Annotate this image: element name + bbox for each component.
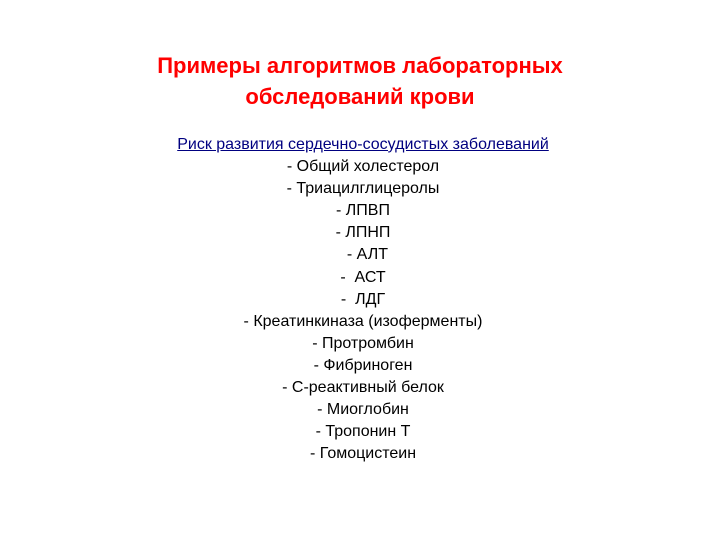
list-item-total-cholesterol: - Общий холестерол [286,158,440,176]
list-item-triacylglycerols: - Триацилглицеролы [286,180,440,198]
list-item-homocysteine: - Гомоцистеин [309,445,417,463]
list-item-ast: - АСТ [340,268,386,286]
list-item-myoglobin: - Миоглобин [317,401,409,419]
list-item-hdl: - ЛПВП [336,202,390,220]
slide-title [0,50,720,112]
subtitle-link[interactable]: Риск развития сердечно-сосудистых заболеваний [177,136,549,153]
title-line-1: Примеры алгоритмов лабораторных [157,53,563,78]
list-item-troponin-t: - Тропонин Т [315,423,411,441]
title-line-2: обследований крови [245,84,475,109]
list-item-alt: - АЛТ [338,246,388,264]
list-item-creatine-kinase: - Креатинкиназа (изоферменты) [243,312,483,330]
list-item-ldh: - ЛДГ [340,290,386,308]
list-item-ldl: - ЛПНП [335,224,391,242]
list-item-c-reactive-protein: - С-реактивный белок [282,379,444,397]
list-item-prothrombin: - Протромбин [312,334,414,352]
slide-content [0,134,720,465]
list-item-fibrinogen: - Фибриноген [313,356,413,374]
